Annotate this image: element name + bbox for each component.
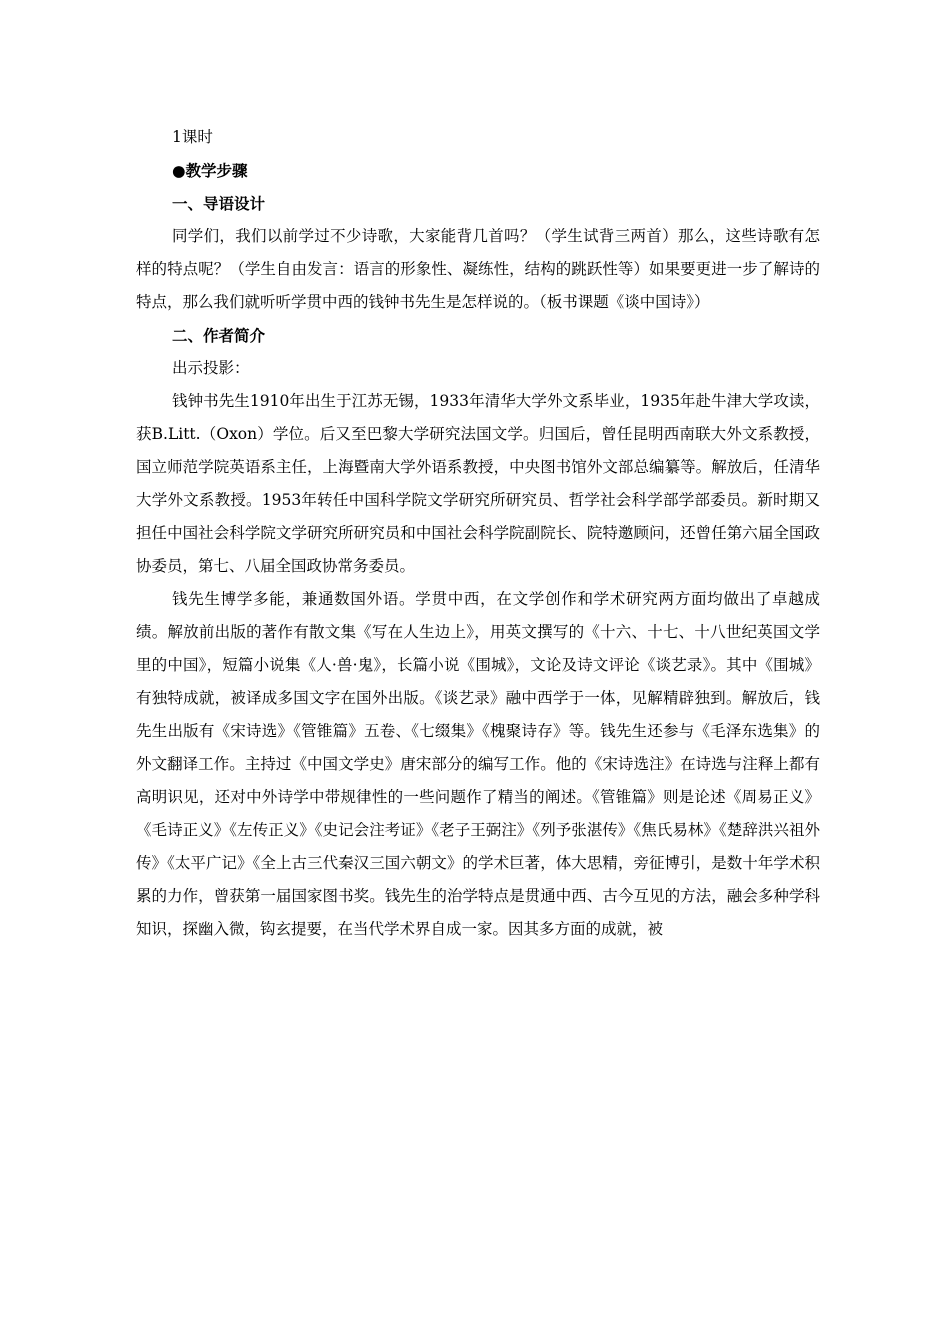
teaching-steps-heading: ●教学步骤 bbox=[172, 161, 248, 180]
author-works-paragraph: 钱先生博学多能，兼通数国外语。学贯中西，在文学创作和学术研究两方面均做出了卓越成绩。解放前出版的著作有散文集《写在人生边上》，用英文撰写的《十六、十七、十八世纪英国文学里的中国》，短篇小说集《人·兽·鬼》，长篇小说《围城》，文论及诗文评论《谈艺录》。其中《围城》有独特成就，被译成多国文字在国外出版。《谈艺录》融中西学于一体，见解精辟独到。解放后，钱先生出版有《宋诗选》《管锥篇》五卷、《七缀集》《槐聚诗存》等。钱先生还参与《毛泽东选集》的外文翻译工作。主持过《中国文学史》唐宋部分的编写工作。他的《宋诗选注》在诗选与注释上都有高明识见，还对中外诗学中带规律性的一些问题作了精当的阐述。《管锥篇》则是论述《周易正义》《毛诗正义》《左传正义》《史记会注考证》《老子王弼注》《列予张湛传》《焦氏易林》《楚辞洪兴祖外传》《太平广记》《全上古三代秦汉三国六朝文》的学术巨著，体大思精，旁征博引，是数十年学术积累的力作，曾获第一届国家图书奖。钱先生的治学特点是贯通中西、古今互见的方法，融会多种学科知识，探幽入微，钩玄提要，在当代学术界自成一家。因其多方面的成就，被 bbox=[136, 590, 820, 938]
lesson-time: 1课时 bbox=[172, 128, 213, 146]
projection-note: 出示投影： bbox=[172, 359, 250, 377]
section-heading-author-intro: 二、作者简介 bbox=[172, 326, 266, 345]
intro-paragraph: 同学们，我们以前学过不少诗歌，大家能背几首吗？（学生试背三两首）那么，这些诗歌有怎样的特点呢？（学生自由发言：语言的形象性、凝练性，结构的跳跃性等）如果要更进一步了解诗的特点，那么我们就听听学贯中西的钱钟书先生是怎样说的。（板书课题《谈中国诗》） bbox=[136, 227, 820, 311]
author-bio-paragraph: 钱钟书先生1910年出生于江苏无锡，1933年清华大学外文系毕业，1935年赴牛津大学攻读，获B.Litt.（Oxon）学位。后又至巴黎大学研究法国文学。归国后，曾任昆明西南联大外文系教授，国立师范学院英语系主任，上海暨南大学外语系教授，中央图书馆外文部总编纂等。解放后，任清华大学外文系教授。1953年转任中国科学院文学研究所研究员、哲学社会科学部学部委员。新时期又担任中国社会科学院文学研究所研究员和中国社会科学院副院长、院特邀顾问，还曾任第六届全国政协委员，第七、八届全国政协常务委员。 bbox=[136, 392, 820, 575]
document-body bbox=[136, 121, 820, 946]
section-heading-intro-design: 一、导语设计 bbox=[172, 194, 266, 213]
